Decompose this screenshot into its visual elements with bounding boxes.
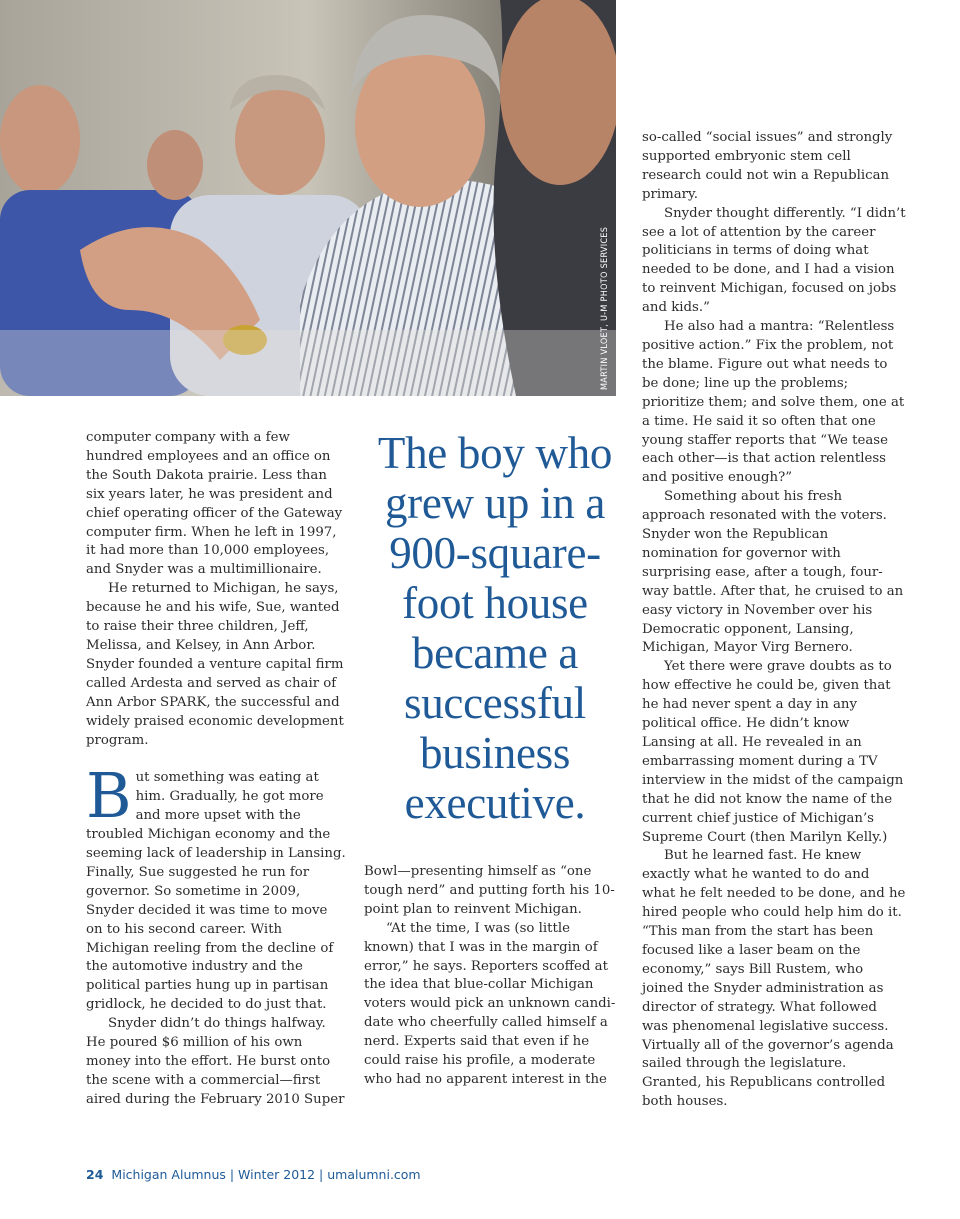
page-footer [86, 1167, 421, 1182]
paragraph: Yet there were grave doubts as to how effective he could be, given that he had never spent a day in any political office. He didn’t know Lansing at all. He revealed in an embarrassing moment during a TV interview in the midst of the campaign that he did not know the name of the current chief justice of Michigan’s Supreme Court (then Marilyn Kelly.) [642, 659, 904, 845]
article-photo [0, 0, 616, 396]
column-2 [364, 863, 616, 1090]
paragraph: Snyder thought differently. “I didn’t see a lot of attention by the career politicians in terms of doing what needed to be done, and I had a vision to reinvent Michigan, focused on jobs and kids.” [642, 205, 906, 316]
photo-illustration [0, 0, 616, 396]
paragraph: Snyder didn’t do things halfway. He poured $6 million of his own money into the effort. He burst onto the scene with a commercial—first aired during the February 2010 Super [86, 1016, 345, 1107]
paragraph: Something about his fresh approach resonated with the voters. Snyder won the Republican nomination for governor with surprising ease, after a tough, four-way battle. After that, he cruised to an easy victory in November over his Democratic opponent, Lansing, Michigan, Mayor Virg Bernero. [642, 489, 904, 656]
paragraph: Bowl—presenting himself as “one tough nerd” and putting forth his 10-point plan to reinvent Michigan. [364, 864, 615, 917]
paragraph: But he learned fast. He knew exactly what he wanted to do and what he felt needed to be done, and he hired people who could help him do it. “This man from the start has been focused like a laser beam on the economy,” says Bill Rustem, who joined the Snyder administration as director of strategy. What followed was phenomenal legislative success. Virtually all of the governor’s agenda sailed through the legislature. Granted, his Republicans controlled both houses. [642, 848, 906, 1110]
photo-credit: MARTIN VLOET, U-M PHOTO SERVICES [600, 226, 610, 390]
footer-text: Michigan Alumnus | Winter 2012 | umalumni.com [111, 1167, 421, 1182]
paragraph: so-called “social issues” and strongly supported embryonic stem cell research could not win a Republican primary. [642, 130, 893, 202]
drop-cap: B [86, 759, 132, 833]
page-number: 24 [86, 1167, 104, 1182]
column-1 [86, 429, 348, 1110]
pull-quote: The boy who grew up in a 900-square-foot house became a successful business executive. [377, 428, 613, 828]
paragraph: He also had a mantra: “Relentless positive action.” Fix the problem, not the blame. Figure out what needs to be done; line up the problems; prioritize them; and solve them, one at a time. He said it so often that one young staffer reports that “We tease each other—is that action relentless and positive enough?” [642, 319, 905, 486]
paragraph: “At the time, I was (so little known) that I was in the margin of error,” he says. Reporters scoffed at the idea that blue-collar Michigan voters would pick an unknown candi-date who cheerfully called himself a nerd. Experts said that even if he could raise his profile, a moderate who had no apparent interest in the [364, 920, 616, 1087]
dropcap-paragraph-text: ut something was eating at him. Gradually, he got more and more upset with the troubled Michigan economy and the seeming lack of leadership in Lansing. Finally, Sue suggested he run for governor. So sometime in 2009, Snyder decided it was time to move on to his second career. With Michigan reeling from the decline of the automotive industry and the political parties hung up in partisan gridlock, he decided to do just that. [86, 770, 346, 1013]
dropcap-paragraph [86, 759, 348, 1015]
column-3 [642, 129, 906, 1112]
paragraph: He returned to Michigan, he says, because he and his wife, Sue, wanted to raise their three children, Jeff, Melissa, and Kelsey, in Ann Arbor. Snyder founded a venture capital firm called Ardesta and served as chair of Ann Arbor SPARK, the successful and widely praised economic development program. [86, 581, 344, 748]
paragraph: computer company with a few hundred employees and an office on the South Dakota prairie. Less than six years later, he was president and chief operating officer of the Gateway computer firm. When he left in 1997, it had more than 10,000 employees, and Snyder was a multimillionaire. [86, 430, 343, 578]
